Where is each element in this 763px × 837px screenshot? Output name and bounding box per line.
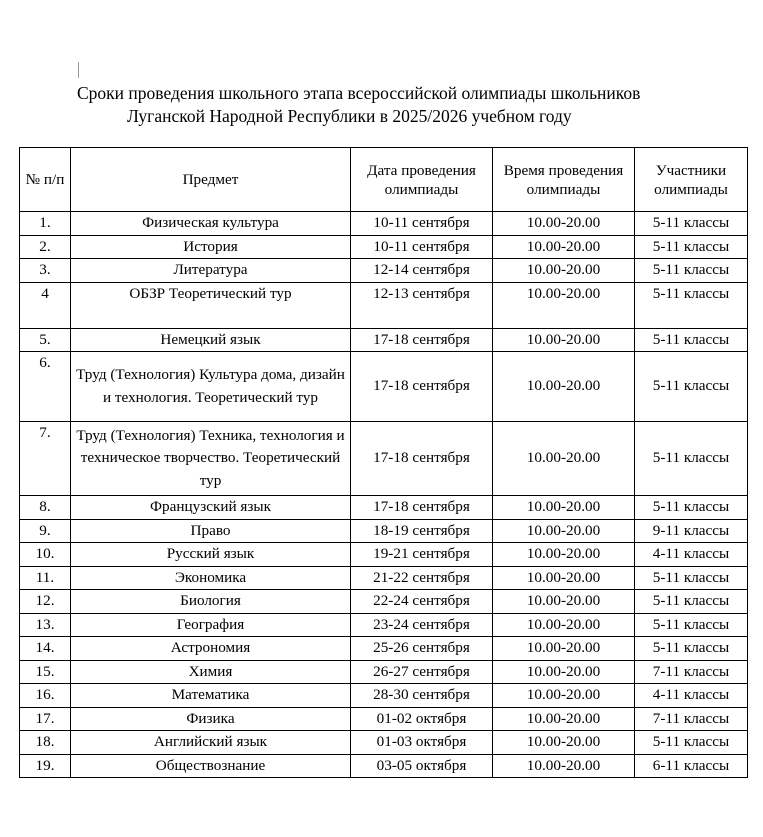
row-num: 18. [20,731,71,755]
row-date: 01-02 октября [351,707,493,731]
row-subject: Труд (Технология) Культура дома, дизайн и технология. Теоретический тур [71,352,351,422]
table-row [20,731,748,755]
row-subject: Биология [71,590,351,614]
row-participants: 9-11 классы [635,519,748,543]
row-time: 10.00-20.00 [493,684,635,708]
row-num: 10. [20,543,71,567]
row-time: 10.00-20.00 [493,328,635,352]
header-time: Время проведения олимпиады [493,148,635,212]
row-time: 10.00-20.00 [493,519,635,543]
row-date: 23-24 сентября [351,613,493,637]
row-participants: 5-11 классы [635,590,748,614]
row-participants: 5-11 классы [635,282,748,328]
header-num: № п/п [20,148,71,212]
row-subject: Французский язык [71,496,351,520]
row-num: 5. [20,328,71,352]
row-time: 10.00-20.00 [493,422,635,496]
row-time: 10.00-20.00 [493,212,635,236]
row-participants: 5-11 классы [635,352,748,422]
row-subject: Химия [71,660,351,684]
row-subject: Право [71,519,351,543]
row-date: 12-14 сентября [351,259,493,283]
row-participants: 5-11 классы [635,613,748,637]
row-num: 9. [20,519,71,543]
row-num: 4 [20,282,71,328]
row-time: 10.00-20.00 [493,566,635,590]
table-row [20,543,748,567]
row-time: 10.00-20.00 [493,660,635,684]
row-subject: Физика [71,707,351,731]
row-subject: Литература [71,259,351,283]
row-participants: 4-11 классы [635,543,748,567]
row-date: 10-11 сентября [351,235,493,259]
row-date: 01-03 октября [351,731,493,755]
table-row [20,352,748,422]
table-row [20,707,748,731]
row-num: 11. [20,566,71,590]
row-participants: 5-11 классы [635,637,748,661]
table-row [20,660,748,684]
table-row [20,566,748,590]
row-date: 19-21 сентября [351,543,493,567]
table-row [20,422,748,496]
row-time: 10.00-20.00 [493,590,635,614]
row-num: 17. [20,707,71,731]
row-date: 17-18 сентября [351,496,493,520]
row-subject: География [71,613,351,637]
row-date: 12-13 сентября [351,282,493,328]
table-row [20,590,748,614]
row-num: 14. [20,637,71,661]
text-cursor-marker [78,62,79,78]
table-row [20,235,748,259]
row-num: 6. [20,352,71,422]
row-time: 10.00-20.00 [493,613,635,637]
row-subject: Английский язык [71,731,351,755]
row-time: 10.00-20.00 [493,235,635,259]
row-time: 10.00-20.00 [493,731,635,755]
row-date: 03-05 октября [351,754,493,778]
row-num: 19. [20,754,71,778]
row-time: 10.00-20.00 [493,282,635,328]
row-num: 15. [20,660,71,684]
row-time: 10.00-20.00 [493,754,635,778]
header-participants: Участники олимпиады [635,148,748,212]
row-participants: 5-11 классы [635,328,748,352]
header-date: Дата проведения олимпиады [351,148,493,212]
row-subject: ОБЗР Теоретический тур [71,282,351,328]
table-row [20,259,748,283]
table-row [20,754,748,778]
row-participants: 5-11 классы [635,212,748,236]
row-date: 10-11 сентября [351,212,493,236]
row-date: 22-24 сентября [351,590,493,614]
row-date: 28-30 сентября [351,684,493,708]
row-date: 17-18 сентября [351,352,493,422]
row-participants: 6-11 классы [635,754,748,778]
row-date: 18-19 сентября [351,519,493,543]
row-date: 17-18 сентября [351,328,493,352]
row-participants: 5-11 классы [635,731,748,755]
row-num: 8. [20,496,71,520]
row-subject: Астрономия [71,637,351,661]
row-num: 3. [20,259,71,283]
row-num: 1. [20,212,71,236]
table-row [20,613,748,637]
row-subject: Математика [71,684,351,708]
row-subject: Труд (Технология) Техника, технология и техническое творчество. Теоретический тур [71,422,351,496]
row-participants: 7-11 классы [635,660,748,684]
title-line-2: Луганской Народной Республики в 2025/2026 учебном году [127,106,572,126]
row-num: 12. [20,590,71,614]
row-time: 10.00-20.00 [493,637,635,661]
row-date: 25-26 сентября [351,637,493,661]
row-subject: Немецкий язык [71,328,351,352]
title-line-1: Сроки проведения школьного этапа всероссийской олимпиады школьников [77,83,641,103]
row-date: 21-22 сентября [351,566,493,590]
row-participants: 5-11 классы [635,422,748,496]
row-participants: 5-11 классы [635,259,748,283]
row-participants: 5-11 классы [635,496,748,520]
row-participants: 4-11 классы [635,684,748,708]
table-row [20,684,748,708]
row-time: 10.00-20.00 [493,543,635,567]
row-participants: 5-11 классы [635,566,748,590]
row-date: 26-27 сентября [351,660,493,684]
table-row [20,212,748,236]
row-date: 17-18 сентября [351,422,493,496]
row-subject: История [71,235,351,259]
row-time: 10.00-20.00 [493,259,635,283]
table-row [20,282,748,328]
row-participants: 7-11 классы [635,707,748,731]
row-participants: 5-11 классы [635,235,748,259]
row-subject: Русский язык [71,543,351,567]
table-row [20,519,748,543]
row-num: 7. [20,422,71,496]
row-subject: Физическая культура [71,212,351,236]
row-num: 16. [20,684,71,708]
row-subject: Экономика [71,566,351,590]
row-time: 10.00-20.00 [493,352,635,422]
table-row [20,328,748,352]
table-header-row [20,148,748,212]
schedule-table [19,147,748,778]
table-row [20,637,748,661]
row-num: 13. [20,613,71,637]
row-subject: Обществознание [71,754,351,778]
row-time: 10.00-20.00 [493,707,635,731]
header-subject: Предмет [71,148,351,212]
row-time: 10.00-20.00 [493,496,635,520]
row-num: 2. [20,235,71,259]
table-row [20,496,748,520]
